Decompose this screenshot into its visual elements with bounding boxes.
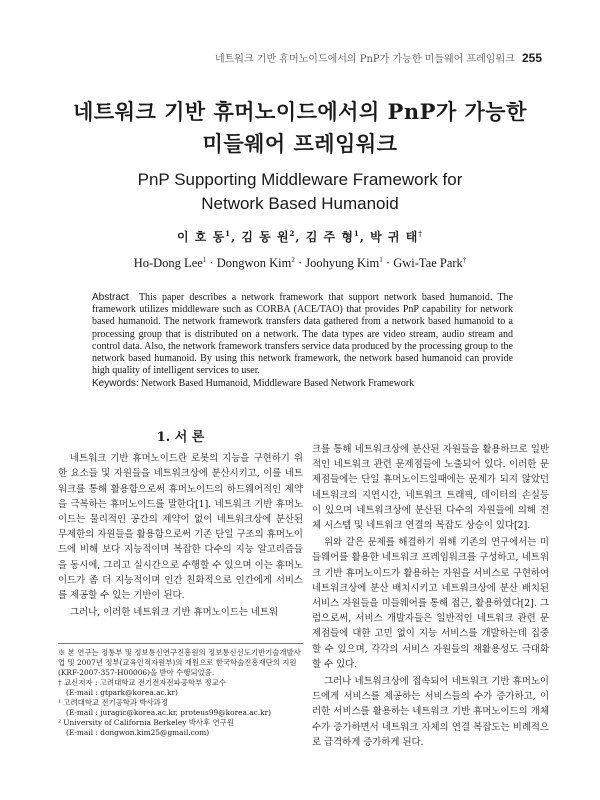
body-paragraph: 그러나, 이러한 네트워크 기반 휴머노이드는 네트워 (70, 607, 279, 619)
section-heading: 1. 서 론 (156, 430, 205, 445)
footnote-email: (E-mail : juragic@korea.ac.kr, proteus99@korea.ac.kr) (66, 708, 272, 717)
footnote-divider (58, 643, 303, 644)
author-en: Dongwon Kim (216, 256, 292, 270)
author-mark: 1 (202, 255, 207, 264)
author-ko: 박 귀 태 (370, 230, 419, 244)
english-title-line-1: PnP Supporting Middleware Framework for (137, 170, 463, 189)
korean-title (0, 96, 600, 160)
korean-title-line-1: 네트워크 기반 휴머노이드에서의 PnP가 가능한 (73, 99, 527, 124)
author-mark: † (462, 255, 467, 264)
running-head (50, 50, 542, 66)
right-column (312, 442, 549, 750)
footnote-affiliation: ¹ 고려대학교 전기공학과 박사과정 (58, 698, 168, 707)
body-paragraph: 위와 같은 문제를 해결하기 위해 기존의 연구에서는 미들웨어를 활용한 네트워크 프레임워크를 구성하고, 네트워크 기반 휴머노이드가 활용하는 자원을 서비스로 구현하여 네트워크상에 분산 배치시키고 네트워크상에 분산 배치된 서비스 자원들을 미들웨어를 통해 접근, 활용하였다[2]. 그럼으로써, 서비스 개발자들은 일반적인 네트워크 관련 문제점들에 대한 고민 없이 지능 서비스를 개발하는데 집중할 수 있으며, 각각의 서비스 자원들의 재활용성도 극대화 할 수 있다. (312, 537, 549, 670)
author-mark: 1 (353, 229, 360, 238)
author-en: Joohyung Kim (305, 256, 380, 270)
body-paragraph: 네트워크 기반 휴머노이드란 로봇의 지능을 구현하기 위한 요소들 및 자원들을 네트워크상에 분산시키고, 이를 네트워크를 통해 활용함으로써 휴머노이드의 하드웨어적인 제약을 극복하는 휴머노이드를 말한다[1]. 네트워크 기반 휴머노이드는 물리적인 공간의 제약이 없이 네트워크상에 분산된 무제한의 자원들을 활용함으로써 기존 단일 구조의 휴머노이드에 비해 보다 지능적이며 복잡한 다수의 지능 알고리즘들을 동시에, 그리고 실시간으로 수행할 수 있으며 이는 휴머노이드가 좀 더 지능적이며 인간 친화적으로 인간에게 서비스를 제공할 수 있는 기반이 된다. (58, 453, 303, 602)
keywords-label: Keywords (92, 378, 136, 389)
author-en: Ho-Dong Lee (133, 256, 203, 270)
author-mark: 2 (291, 255, 295, 264)
body-paragraph: 그러나 네트워크상에 접속되어 네트워크 기반 휴머노이드에게 서비스를 제공하는 서비스들의 수가 증가하고, 이러한 서비스를 활용하는 네트워크 기반 휴머노이드의 개체 수가 증가하면서 네트워크 자체의 연결 복잡도는 비례적으로 급격하게 증가하게 된다. (312, 676, 549, 748)
author-mark: † (418, 229, 423, 238)
left-column (58, 430, 303, 620)
english-title-line-2: Network Based Humanoid (201, 194, 399, 213)
english-title (0, 168, 600, 216)
abstract-label: Abstract (92, 292, 129, 303)
footnote-email: (E-mail : gtpark@korea.ac.kr) (66, 688, 178, 697)
body-paragraph: 크를 통해 네트워크상에 분산된 자원들을 활용하므로 일반적인 네트워크 관련 문제점들에 노출되어 있다. 이러한 문제점들에는 단일 휴머노이드일때에는 문제가 되지 않았던 네트워크의 지연시간, 네트워크 트래픽, 데이터의 손실등이 있으며 네트워크상에 분산된 다수의 자원들에 의해 전체 시스템 및 네트워크 연결의 복잡도 상승이 있다[2]. (312, 444, 549, 532)
page-number: 255 (521, 51, 542, 65)
author-mark: 2 (289, 229, 296, 238)
keywords-text: : Network Based Humanoid, Middleware Based Network Framework (135, 378, 415, 389)
author-ko: 이 호 동 (177, 230, 226, 244)
footnote-email: (E-mail : dongwon.kim25@gmail.com) (66, 728, 210, 737)
author-en: Gwi-Tae Park (393, 256, 463, 270)
footnote-funding: ※ 본 연구는 정통부 및 정보통신연구진흥원의 정보통신선도기반기술개발사업 및 2007년 정부(교육인적자원부)의 재원으로 한국학술진흥재단의 지원(KRF-2007-357-H00006)을 받아 수행되었음. (58, 648, 301, 677)
abstract (92, 292, 513, 377)
running-head-title: 네트워크 기반 휴머노이드에서의 PnP가 가능한 미들웨어 프레임워크 (214, 54, 515, 65)
author-mark: 1 (379, 255, 383, 264)
footnote-affiliation: ² University of California Berkeley 박사후 연구원 (58, 718, 234, 727)
author-ko: 김 주 형 (305, 230, 354, 244)
korean-author-list: 이 호 동$^1$, 김 동 원$^2$, 김 주 형$^1$, 박 귀 태† (177, 229, 423, 244)
english-author-list: Ho-Dong Lee$^1$ · Dongwon Kim$^2$ · Joohyung Kim$^1$ · Gwi-Tae Park† (133, 255, 467, 270)
korean-title-line-2: 미들웨어 프레임워크 (202, 131, 398, 156)
author-mark: 1 (225, 229, 232, 238)
author-ko: 김 동 원 (241, 230, 290, 244)
keywords (92, 378, 522, 390)
abstract-text: This paper describes a network framework that support network based humanoid. The framework utilizes middleware such as CORBA (ACE/TAO) that provides PnP capability for network based humanoid. The network framework transfers data gathered from a network based humanoid to a processing group that is distributed on a network. The data types are video stream, audio stream and control data. Also, the network framework transfers service data produced by the processing group to the network based humanoid. By using this network framework, the network based humanoid can provide high quality of intelligent services to user. (92, 292, 513, 377)
footnotes (58, 648, 303, 738)
footnote-corresponding: † 교신저자 : 고려대학교 전기전자전파공학부 정교수 (58, 678, 226, 687)
